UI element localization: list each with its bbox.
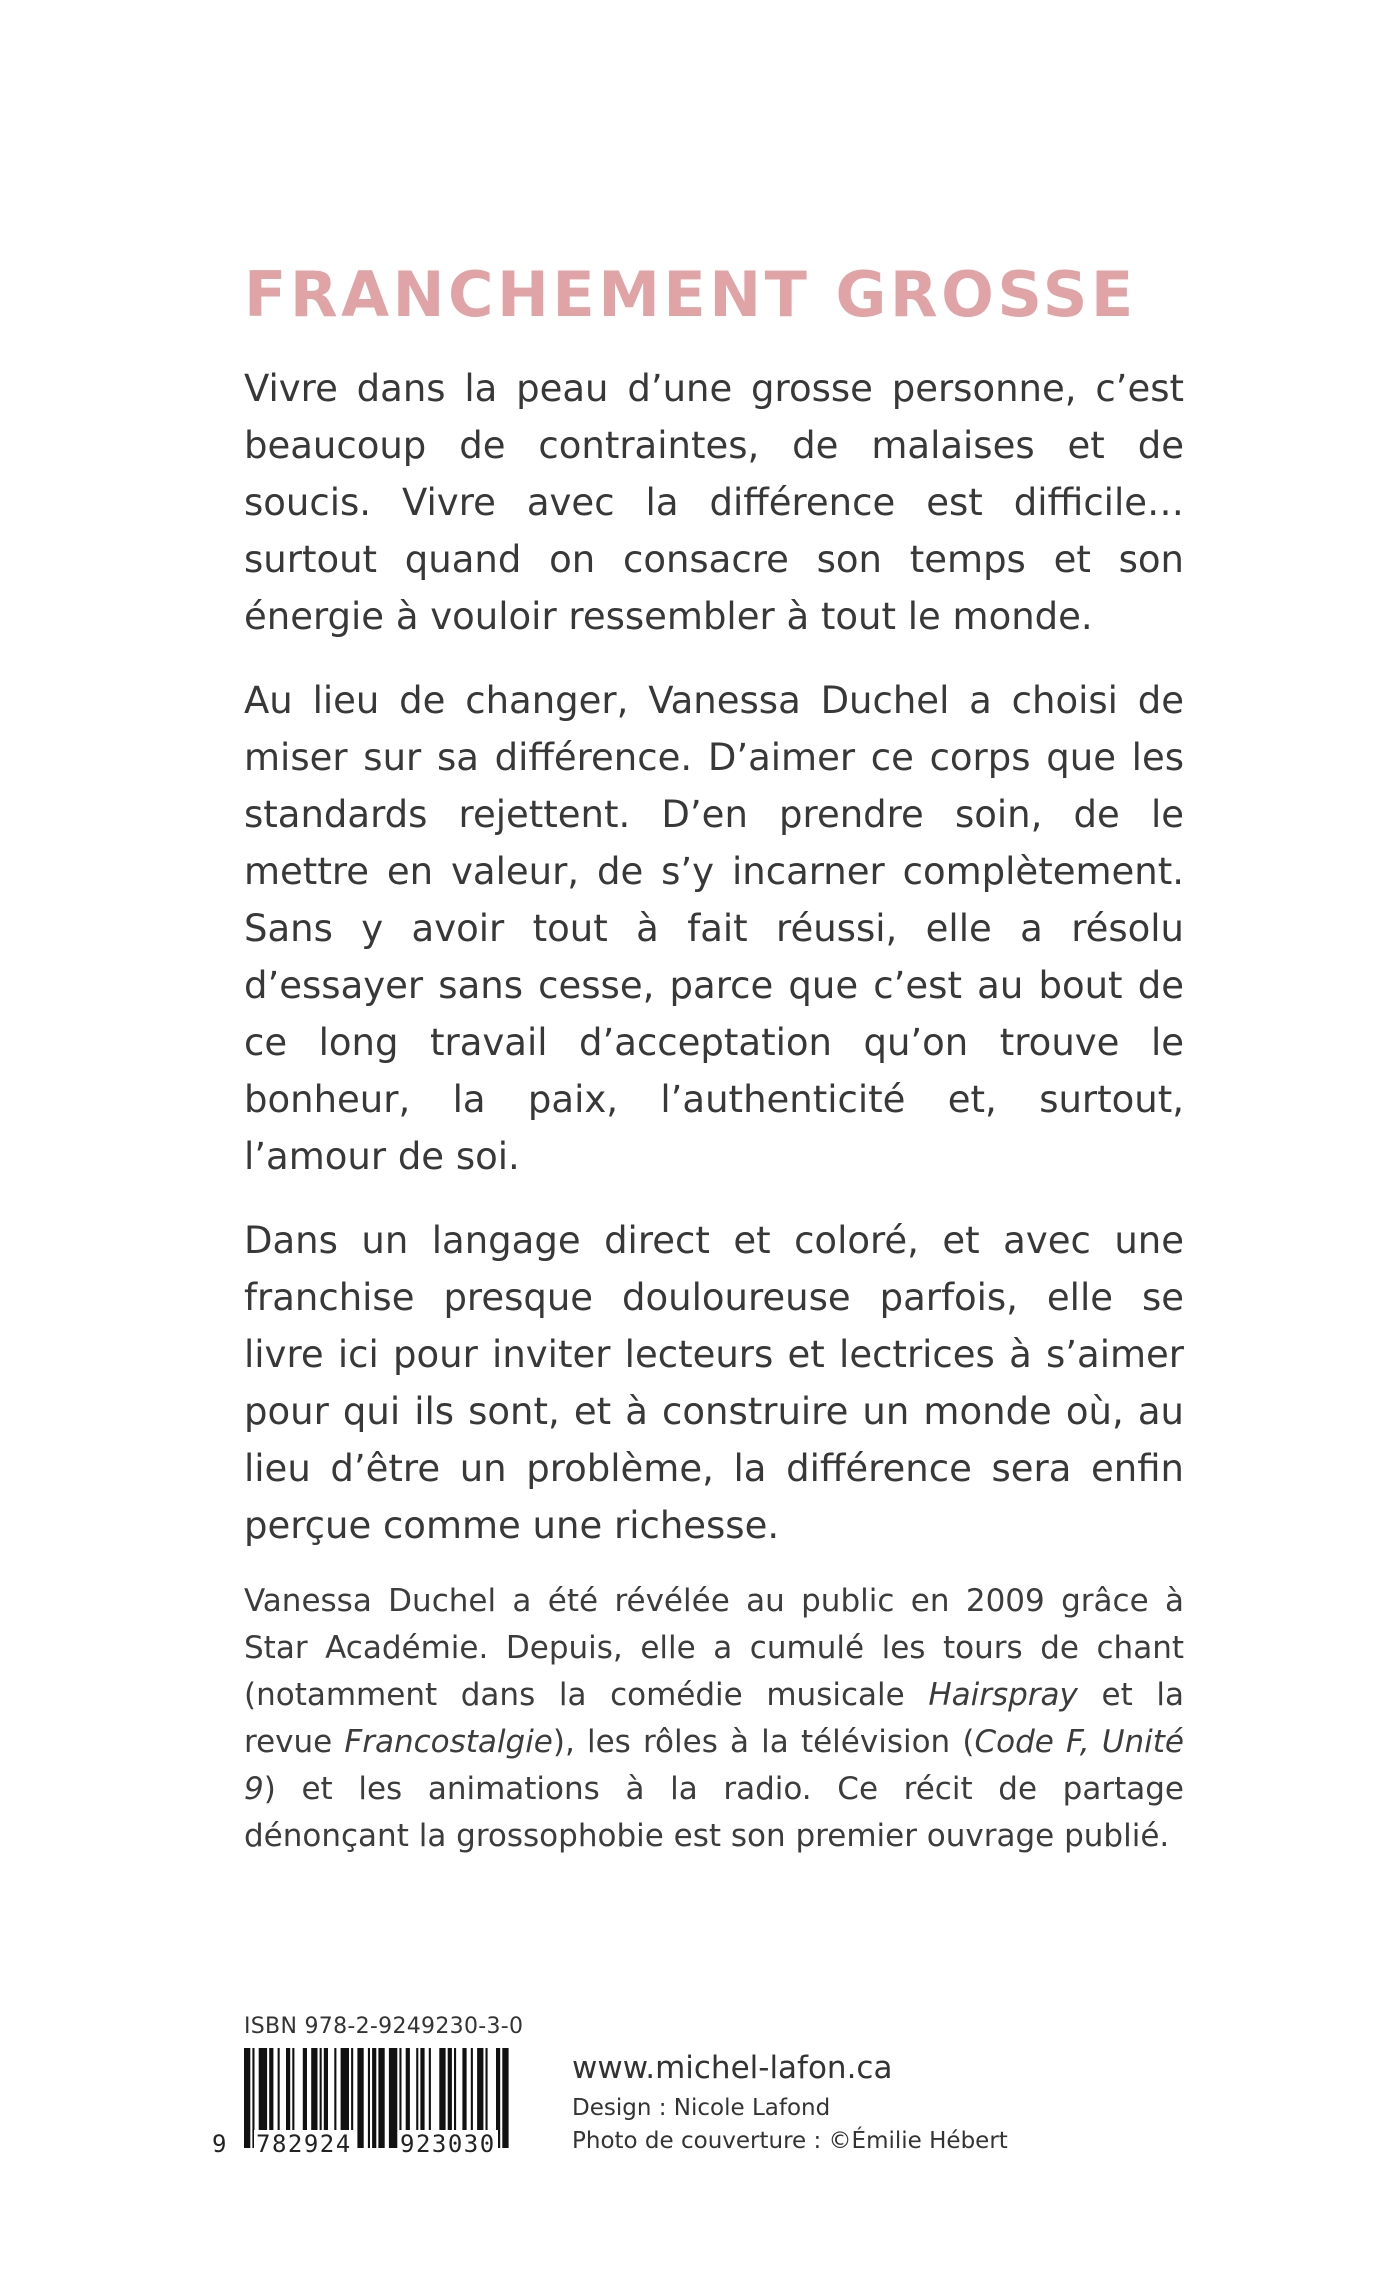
publisher-credits — [572, 2048, 1008, 2158]
barcode-bar — [502, 2048, 508, 2148]
book-title: FRANCHEMENT GROSSE — [244, 257, 1137, 331]
barcode-bar — [389, 2048, 397, 2148]
barcode-bar — [368, 2048, 370, 2148]
barcode-digits-left: 782924 — [256, 2130, 352, 2158]
author-bio-text-2: et la revue — [244, 1677, 1184, 1760]
photo-credit: Photo de couverture : ©Émilie Hébert — [572, 2128, 1008, 2154]
barcode-bar — [378, 2048, 384, 2148]
publisher-website[interactable]: www.michel-lafon.ca — [572, 2050, 893, 2086]
author-bio-text-3: ), les rôles à la télévision ( — [552, 1724, 975, 1760]
barcode-bar — [372, 2048, 376, 2148]
author-bio-show-2: Francostalgie — [344, 1724, 553, 1760]
design-credit: Design : Nicole Lafond — [572, 2095, 831, 2121]
blurb-paragraph-2: Au lieu de changer, Vanessa Duchel a choisi de miser sur sa différence. D’aimer ce corps que les standards rejettent. D’en prendre soin, de le mettre en valeur, de s’y incarner complètement. Sans y avoir tout à fait réussi, elle a résolu d’essayer sans cesse, parce que c’est au bout de ce long travail d’acceptation qu’on trouve le bonheur, la paix, l’authenticité et, surtout, l’amour de soi. — [244, 679, 1184, 1178]
barcode-bar — [357, 2048, 363, 2148]
author-bio-text-4: ) et les animations à la radio. Ce récit de partage dénonçant la grossophobie est son premier ouvrage publié. — [244, 1771, 1184, 1854]
isbn-label: ISBN 978-2-9249230-3-0 — [244, 2014, 524, 2039]
barcode — [212, 2048, 552, 2160]
author-bio-text-1: Vanessa Duchel a été révélée au public en 2009 grâce à Star Académie. Depuis, elle a cumulé les tours de chant (notamment dans la comédie musicale — [244, 1583, 1184, 1713]
barcode-digits-right: 923030 — [400, 2130, 496, 2158]
author-bio-show-3: Code F, Unité 9 — [244, 1724, 1185, 1807]
blurb-paragraph-1: Vivre dans la peau d’une grosse personne, c’est beaucoup de contraintes, de malaises et de soucis. Vivre avec la différence est difficile… surtout quand on consacre son temps et son énergie à vouloir ressembler à tout le monde. — [244, 367, 1184, 638]
barcode-digit-first: 9 — [212, 2130, 227, 2158]
barcode-bar — [244, 2048, 250, 2148]
blurb-paragraph-3: Dans un langage direct et coloré, et avec une franchise presque douloureuse parfois, elle se livre ici pour inviter lecteurs et lectrices à s’aimer pour qui ils sont, et à construire un monde où, au lieu d’être un problème, la différence sera enfin perçue comme une richesse. — [244, 1219, 1184, 1547]
author-bio — [244, 1578, 1184, 1860]
author-bio-show-1: Hairspray — [928, 1677, 1078, 1713]
back-cover-blurb — [244, 360, 1184, 1581]
